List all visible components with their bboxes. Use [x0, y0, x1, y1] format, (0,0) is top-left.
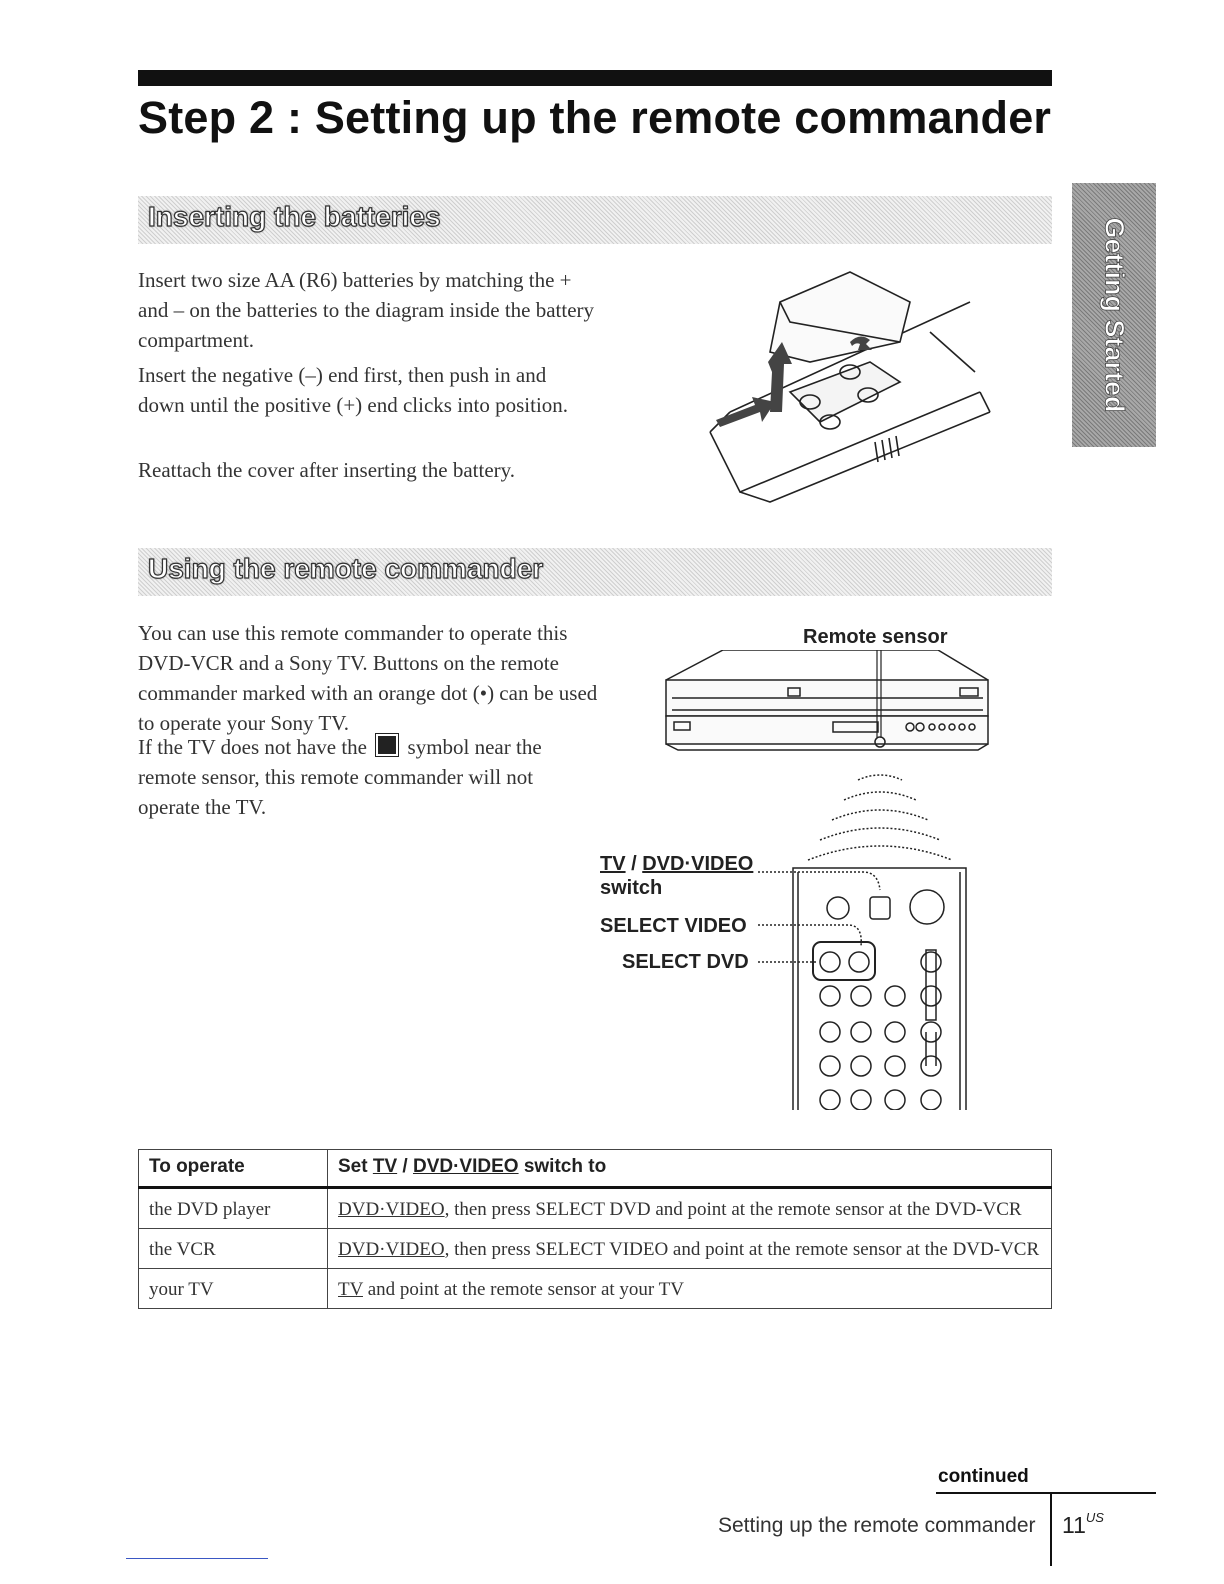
table-header-dvd-video: DVD·VIDEO — [412, 1156, 519, 1177]
footer-divider — [1050, 1494, 1052, 1566]
page-number-suffix: US — [1085, 1510, 1104, 1525]
side-tab — [1072, 183, 1156, 447]
section-heading-using — [138, 548, 1052, 596]
select-dvd-callout: SELECT DVD — [622, 951, 749, 973]
continued-rule — [936, 1492, 1156, 1494]
top-rule — [138, 70, 1052, 86]
section-heading-batteries — [138, 196, 1052, 244]
table-row — [139, 1188, 1052, 1229]
table-row — [139, 1229, 1052, 1269]
switch-callout-separator: / — [625, 853, 643, 875]
table-header-tv: TV — [372, 1156, 398, 1177]
table-cell-setting — [328, 1229, 1052, 1269]
page-number-value: 11 — [1062, 1512, 1086, 1538]
section-heading-batteries-text: Inserting the batteries — [148, 201, 441, 232]
table-header-rest: switch to — [518, 1156, 607, 1177]
page-title: Step 2 : Setting up the remote commander — [138, 92, 1052, 143]
batteries-paragraph-2: Insert the negative (–) end first, then push in and down until the positive (+) end clicks into position. — [138, 363, 569, 417]
footer-section-label: Setting up the remote commander — [718, 1514, 1036, 1537]
switch-callout-tv: TV — [600, 853, 626, 875]
batteries-paragraph-3: Reattach the cover after inserting the battery. — [138, 458, 516, 482]
table-cell-setting-rest: , then press SELECT DVD and point at the remote sensor at the DVD-VCR — [444, 1199, 1022, 1220]
switch-callout-word: switch — [600, 877, 663, 899]
side-tab-label: Getting Started — [1099, 217, 1130, 413]
using-paragraph-2 — [138, 732, 598, 822]
table-cell-setting-link: DVD·VIDEO — [338, 1199, 445, 1220]
table-row — [139, 1269, 1052, 1309]
table-cell-setting-rest: , then press SELECT VIDEO and point at the remote sensor at the DVD-VCR — [444, 1239, 1040, 1260]
table-cell-setting — [328, 1269, 1052, 1309]
table-cell-setting-rest: and point at the remote sensor at your TV — [362, 1279, 684, 1300]
table-cell-target: the VCR — [139, 1229, 328, 1269]
remote-sensor-label: Remote sensor — [803, 626, 948, 648]
switch-callout — [600, 852, 753, 900]
table-header-separator: / — [397, 1156, 413, 1177]
table-header-set: Set — [338, 1156, 373, 1177]
using-paragraph-2-start: If the TV does not have the — [138, 735, 368, 759]
table-header-to-operate: To operate — [139, 1150, 328, 1188]
battery-insertion-illustration — [700, 262, 1000, 512]
select-video-callout: SELECT VIDEO — [600, 915, 747, 937]
table-cell-setting-link: TV — [338, 1279, 363, 1300]
table-cell-setting — [328, 1188, 1052, 1229]
continued-label: continued — [938, 1466, 1029, 1487]
remote-sensor-symbol-icon — [376, 734, 398, 756]
switch-callout-dvd-video: DVD·VIDEO — [642, 853, 754, 875]
page-number — [1062, 1512, 1104, 1539]
batteries-paragraph-1: Insert two size AA (R6) batteries by matching the + and – on the batteries to the diagram inside the battery compartment. — [138, 268, 595, 352]
using-paragraph-2-end: symbol near the remote sensor, this remote commander will not operate the TV. — [138, 735, 542, 819]
using-paragraph-1: You can use this remote commander to operate this DVD-VCR and a Sony TV. Buttons on the remote commander marked with an orange dot (•) can be used to operate your Sony TV. — [138, 621, 598, 735]
table-header-set-switch — [328, 1150, 1052, 1188]
bottom-link-rule — [126, 1558, 268, 1559]
table-cell-target: the DVD player — [139, 1188, 328, 1229]
table-cell-setting-link: DVD·VIDEO — [338, 1239, 445, 1260]
table-header-row — [139, 1150, 1052, 1188]
section-heading-using-text: Using the remote commander — [148, 553, 544, 584]
table-cell-target: your TV — [139, 1269, 328, 1309]
operation-table — [138, 1149, 1052, 1309]
